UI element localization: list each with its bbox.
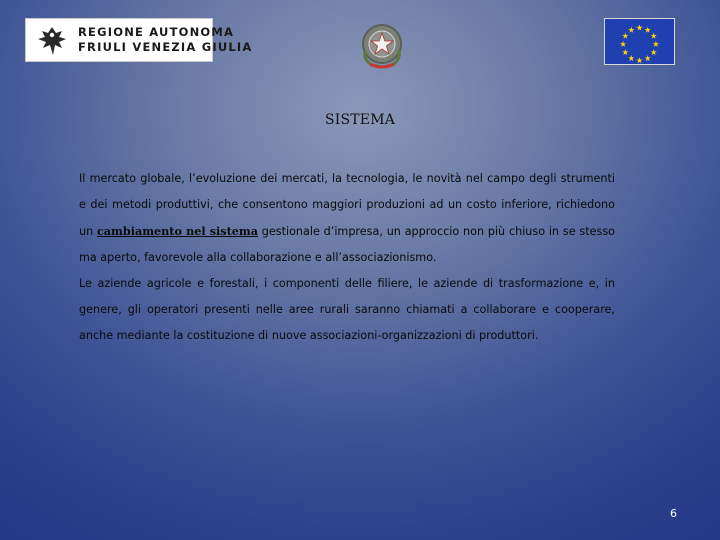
paragraph-1-before: Il mercato globale, l’evoluzione dei mercati, la tecnologia, le novità nel campo degli strumenti e dei metodi produttivi, che consentono maggiori produzioni ad un costo inferiore, richiedono un [79, 172, 615, 238]
region-name-line2: FRIULI VENEZIA GIULIA [78, 40, 253, 54]
italian-republic-emblem-icon [356, 20, 408, 72]
region-name-line1: REGIONE AUTONOMA [78, 25, 235, 39]
page-number: 6 [670, 507, 677, 520]
paragraph-2: Le aziende agricole e forestali, i componenti delle filiere, le aziende di trasformazione e, in genere, gli operatori presenti nelle aree rurali saranno chiamati a collaborare e cooperare, anche mediante la costituzione di nuove associazioni-organizzazioni di produttori. [79, 277, 615, 342]
region-fvg-logo [25, 18, 253, 62]
region-name [78, 25, 252, 55]
slide-title: SISTEMA [324, 112, 396, 128]
eagle-icon [32, 23, 72, 59]
paragraph-1-emphasis: cambiamento nel sistema [97, 224, 258, 238]
slide-body [79, 166, 615, 349]
eu-flag-icon [604, 18, 675, 65]
paragraph-1-after: gestionale d’impresa, un approccio non più chiuso in se stesso ma aperto, favorevole alla collaborazione e all’associazionismo. [79, 225, 615, 264]
paragraph-1 [79, 166, 615, 271]
